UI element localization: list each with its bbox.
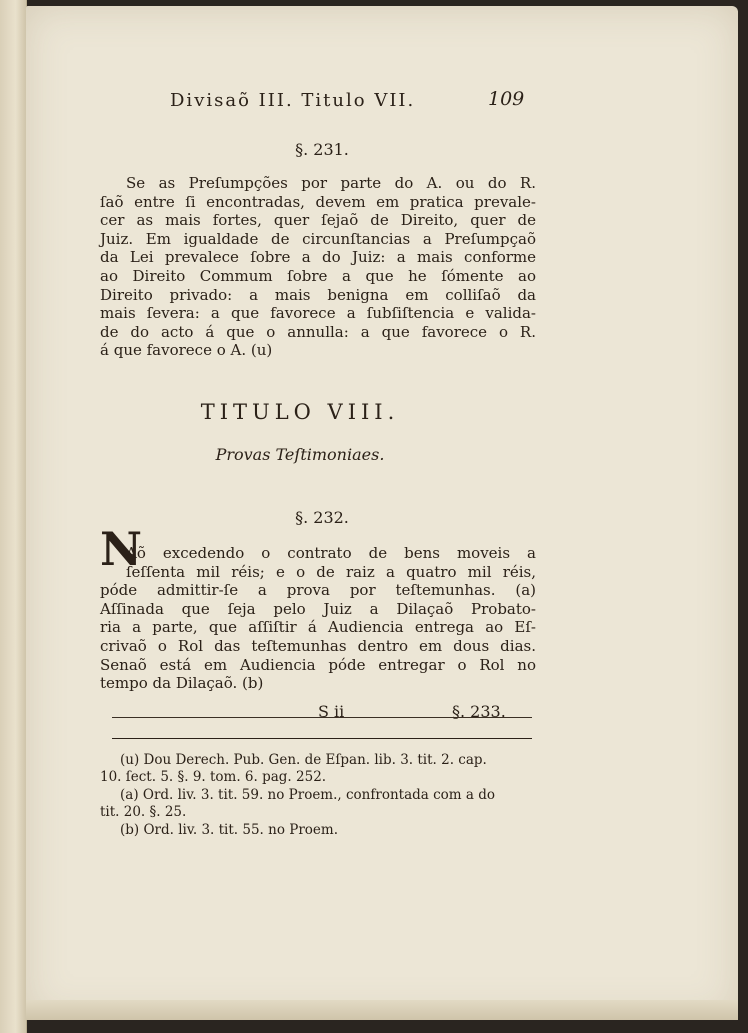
text-line: ſeſſenta mil réis; e o de raiz a quatro mil réis, <box>126 562 536 581</box>
footnote-line: (b) Ord. liv. 3. tit. 55. no Proem. <box>120 821 338 838</box>
text-line: Aſſinada que ſeja pelo Juiz a Dilaçaõ Probato- <box>100 599 536 618</box>
text-line: ao Direito Commum ſobre a que he ſómente ao <box>100 266 536 285</box>
text-line: ria a parte, que aſſiſtir á Audiencia entrega ao Eſ- <box>100 618 536 637</box>
section-232-heading: §. 232. <box>295 508 349 527</box>
text-line: da Lei prevalece ſobre a do Juiz: a mais conforme <box>100 248 536 267</box>
text-line: Senaõ está em Audiencia póde entregar o Rol no <box>100 655 536 674</box>
chapter-title: TITULO VIII. <box>200 400 400 424</box>
text-line: cer as mais fortes, quer ſejaõ de Direito, quer de <box>100 211 536 230</box>
facing-page-edge <box>0 0 27 1033</box>
text-line: Aõ excedendo o contrato de bens moveis a <box>126 544 536 562</box>
section-231-text <box>100 174 536 360</box>
footnote-rule <box>112 738 532 739</box>
text-line: mais ſevera: a que favorece a ſubſiſtencia e valida- <box>100 304 536 323</box>
text-line: póde admittir-ſe a prova por teſtemunhas. (a) <box>100 581 536 600</box>
signature-mark: S ii <box>318 702 345 721</box>
text-line: crivaõ o Rol das teſtemunhas dentro em dous dias. <box>100 636 536 655</box>
footnote-line: tit. 20. §. 25. <box>100 804 187 821</box>
text-line: Direito privado: a mais benigna em colliſaõ da <box>100 285 536 304</box>
footnotes <box>100 752 536 839</box>
chapter-subtitle: Provas Teſtimoniaes. <box>215 445 385 464</box>
running-title: Divisaõ III. Titulo VII. <box>170 90 416 111</box>
page-number: 109 <box>488 88 525 110</box>
text-line: á que favorece o A. (u) <box>100 341 273 360</box>
section-231-heading: §. 231. <box>295 140 349 159</box>
text-line: ſaõ entre ſi encontradas, devem em pratica prevale- <box>100 192 536 211</box>
catchword: §. 233. <box>452 702 506 721</box>
section-232-text <box>100 544 536 693</box>
text-line: tempo da Dilaçaõ. (b) <box>100 674 264 693</box>
text-line: Juiz. Em igualdade de circunſtancias a Preſumpçaõ <box>100 229 536 248</box>
page-bottom-edge <box>26 1000 738 1020</box>
text-line: de do acto á que o annulla: a que favorece o R. <box>100 322 536 341</box>
decorative-rule <box>112 717 532 718</box>
footnote-line: (a) Ord. liv. 3. tit. 59. no Proem., confrontada com a do <box>120 786 495 803</box>
footnote-line: 10. ſect. 5. §. 9. tom. 6. pag. 252. <box>100 769 327 786</box>
text-line: Se as Preſumpções por parte do A. ou do R. <box>126 174 536 192</box>
drop-cap: N <box>100 522 143 576</box>
footnote-line: (u) Dou Derech. Pub. Gen. de Eſpan. lib. 3. tit. 2. cap. <box>120 752 487 768</box>
